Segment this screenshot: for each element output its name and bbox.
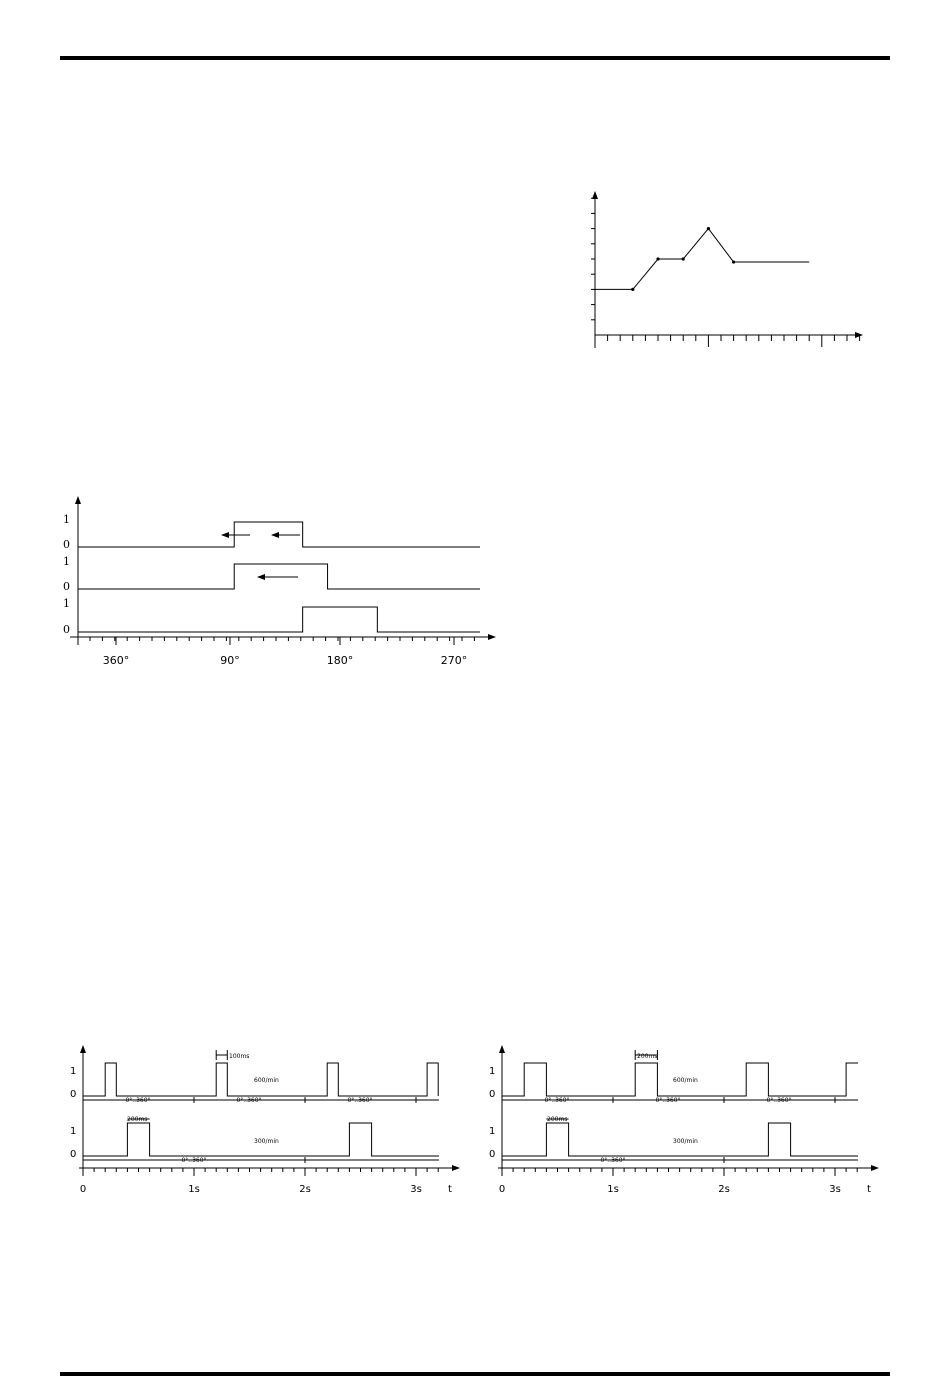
tr-range-1: 0°..360° <box>544 1097 570 1104</box>
tl-time-0: 0 <box>79 1184 87 1195</box>
phase-level-labels <box>63 513 70 636</box>
tl-time-3: 3s <box>410 1184 422 1195</box>
tr-range-lower: 0°..360° <box>600 1157 626 1164</box>
tl-upper-low: 0 <box>70 1089 77 1100</box>
tl-time-1: 1s <box>188 1184 200 1195</box>
phase-3-high: 1 <box>63 597 70 610</box>
timing-diagram-right <box>498 1046 878 1176</box>
phase-2-low: 0 <box>63 580 70 593</box>
graph-line <box>595 229 809 290</box>
tl-upper-high: 1 <box>70 1066 77 1077</box>
graph-point <box>631 288 634 291</box>
tl-range-1: 0°..360° <box>125 1097 151 1104</box>
tr-time-0: 0 <box>498 1184 506 1195</box>
tl-time-2: 2s <box>299 1184 311 1195</box>
graph-point <box>682 257 685 260</box>
phase-2-high: 1 <box>63 555 70 568</box>
tr-time-1: 1s <box>607 1184 619 1195</box>
label-270: 270° <box>440 654 468 667</box>
tr-range-3: 0°..360° <box>766 1097 792 1104</box>
tl-range-3: 0°..360° <box>347 1097 373 1104</box>
graph-point <box>656 257 659 260</box>
tr-lower-width: 200ms <box>547 1116 568 1123</box>
phase-axis-labels <box>103 654 468 667</box>
tl-upper-rate: 600/min <box>254 1077 279 1084</box>
phase-1-high: 1 <box>63 513 70 526</box>
label-90: 90° <box>220 654 240 667</box>
graph-points <box>631 227 735 291</box>
line-graph <box>591 192 862 348</box>
tl-lower-high: 1 <box>70 1126 77 1137</box>
graph-point <box>707 227 710 230</box>
graph-point <box>732 260 735 263</box>
tl-lower-low: 0 <box>70 1149 77 1160</box>
graph-y-ticks <box>591 198 595 320</box>
tr-range-2: 0°..360° <box>655 1097 681 1104</box>
phase-signal-3 <box>78 607 480 632</box>
tr-time-3: 3s <box>829 1184 841 1195</box>
label-360: 360° <box>102 654 130 667</box>
phase-diagram <box>70 497 495 645</box>
graph-x-ticks <box>608 335 860 347</box>
tl-axis-t: t <box>448 1184 452 1195</box>
timing-diagram-left <box>79 1046 459 1176</box>
tr-lower-rate: 300/min <box>673 1138 698 1145</box>
tr-axis-t: t <box>867 1184 871 1195</box>
tr-upper-high: 1 <box>489 1066 496 1077</box>
phase-1-low: 0 <box>63 538 70 551</box>
phase-x-ticks <box>90 637 474 645</box>
tl-upper-width: 100ms <box>229 1053 250 1060</box>
tl-range-lower: 0°..360° <box>181 1157 207 1164</box>
tr-lower-high: 1 <box>489 1126 496 1137</box>
tr-lower-low: 0 <box>489 1149 496 1160</box>
tr-upper-rate: 600/min <box>673 1077 698 1084</box>
tr-time-2: 2s <box>718 1184 730 1195</box>
tr-upper-low: 0 <box>489 1089 496 1100</box>
tr-upper-width: 200ms <box>637 1053 658 1060</box>
tl-lower-rate: 300/min <box>254 1138 279 1145</box>
phase-3-low: 0 <box>63 623 70 636</box>
label-180: 180° <box>326 654 354 667</box>
tl-lower-width: 200ms <box>127 1116 148 1123</box>
tl-range-2: 0°..360° <box>236 1097 262 1104</box>
